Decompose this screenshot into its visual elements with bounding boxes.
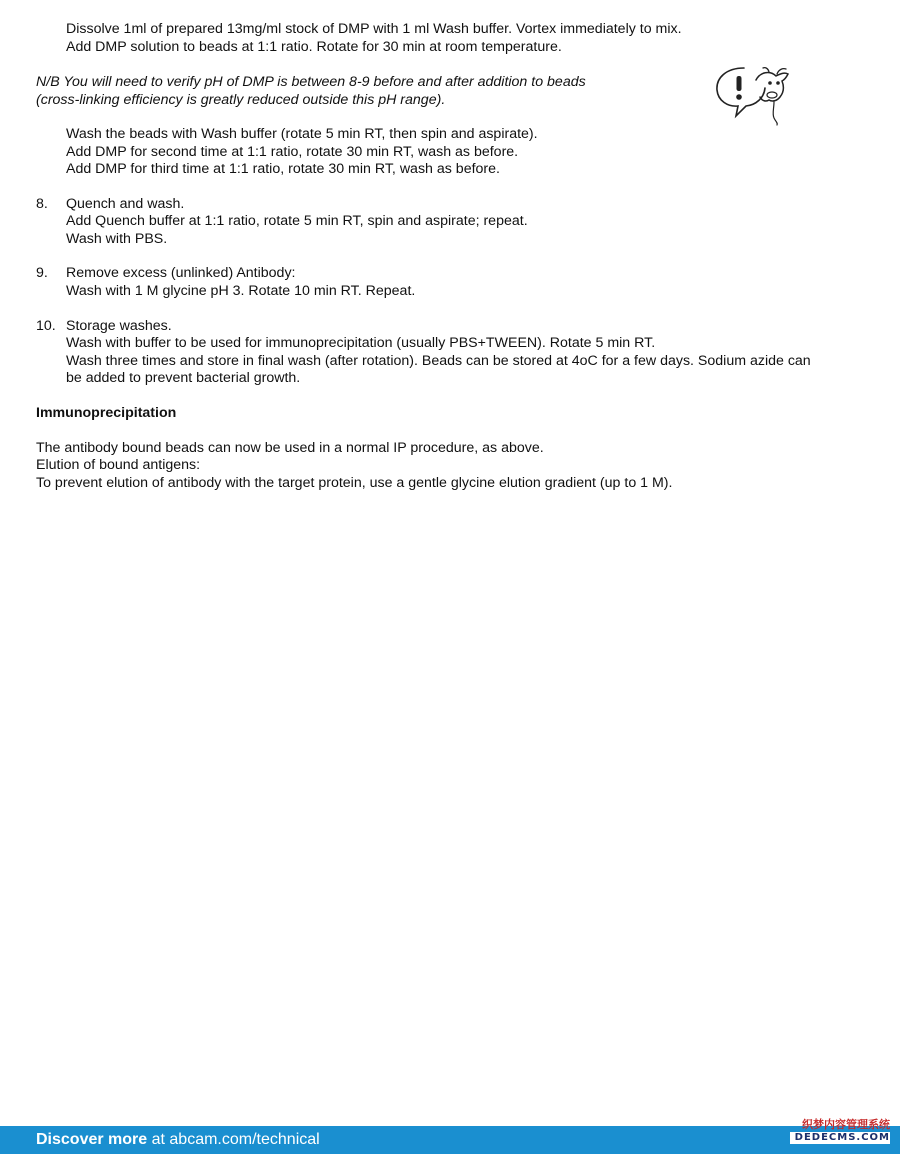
step8-title: Quench and wash. — [66, 196, 185, 212]
step10-title: Storage washes. — [66, 318, 172, 334]
note-line-1: N/B You will need to verify pH of DMP is between 8-9 before and after addition to beads — [36, 74, 586, 90]
step7-line-wash: Wash the beads with Wash buffer (rotate 5 min RT, then spin and aspirate). — [66, 126, 538, 142]
step7-line-second: Add DMP for second time at 1:1 ratio, rotate 30 min RT, wash as before. — [66, 144, 519, 160]
note-line-2: (cross-linking efficiency is greatly reduced outside this pH range). — [36, 92, 446, 108]
step7-line-dissolve: Dissolve 1ml of prepared 13mg/ml stock of DMP with 1 ml Wash buffer. Vortex immediately to mix. — [66, 21, 682, 37]
step9-number: 9. — [36, 265, 48, 281]
step10-number: 10. — [36, 318, 56, 334]
ip-line-1: The antibody bound beads can now be used in a normal IP procedure, as above. — [36, 440, 544, 456]
footer-bar — [0, 1126, 900, 1154]
step7-line-third: Add DMP for third time at 1:1 ratio, rotate 30 min RT, wash as before. — [66, 161, 500, 177]
ip-line-3: To prevent elution of antibody with the target protein, use a gentle glycine elution gradient (up to 1 M). — [36, 475, 673, 491]
step10-line-2: Wash three times and store in final wash (after rotation). Beads can be stored at 4oC for a few days. Sodium azide can — [66, 353, 811, 369]
step7-line-add-dmp: Add DMP solution to beads at 1:1 ratio. Rotate for 30 min at room temperature. — [66, 39, 562, 55]
step8-number: 8. — [36, 196, 48, 212]
step8-line-1: Add Quench buffer at 1:1 ratio, rotate 5 min RT, spin and aspirate; repeat. — [66, 213, 528, 229]
step10-line-1: Wash with buffer to be used for immunoprecipitation (usually PBS+TWEEN). Rotate 5 min RT. — [66, 335, 656, 351]
footer-discover: Discover more — [36, 1131, 148, 1148]
step10-line-3: be added to prevent bacterial growth. — [66, 370, 301, 386]
step9-line-1: Wash with 1 M glycine pH 3. Rotate 10 min RT. Repeat. — [66, 283, 416, 299]
ip-heading: Immunoprecipitation — [36, 405, 177, 421]
warning-cow-icon — [714, 64, 794, 126]
step9-title: Remove excess (unlinked) Antibody: — [66, 265, 296, 281]
step8-line-2: Wash with PBS. — [66, 231, 168, 247]
watermark-line-2: DEDECMS.COM — [790, 1132, 890, 1144]
watermark-line-1: 织梦内容管理系统 — [802, 1118, 890, 1131]
ip-line-2: Elution of bound antigens: — [36, 457, 201, 473]
footer-text — [36, 1130, 320, 1150]
footer-link[interactable]: at abcam.com/technical — [147, 1131, 320, 1148]
watermark — [790, 1118, 890, 1152]
